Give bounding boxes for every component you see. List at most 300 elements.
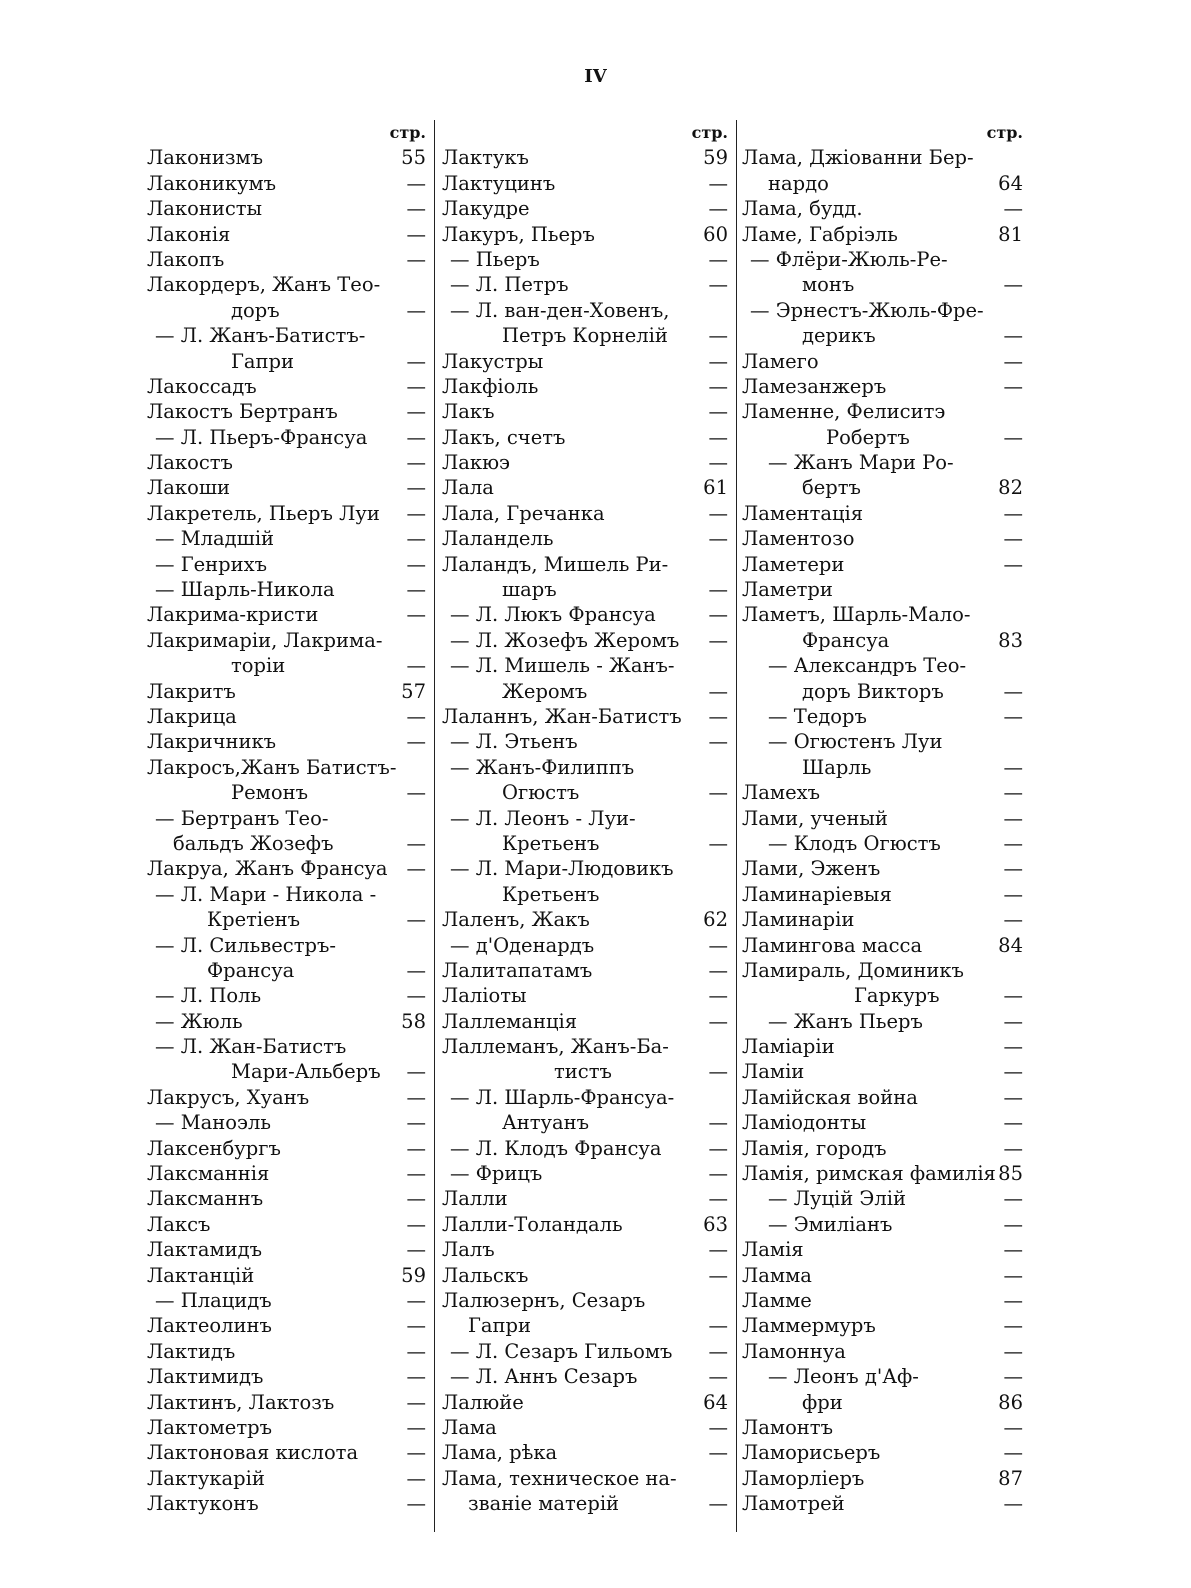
entry-page: — (406, 298, 426, 322)
index-entry (442, 577, 730, 602)
index-entry (742, 933, 1025, 958)
index-entry (442, 475, 730, 500)
entry-page: — (708, 171, 728, 195)
entry-title: — Пьеръ (450, 247, 540, 271)
index-entry (742, 755, 1025, 780)
index-entry (742, 349, 1025, 374)
entry-title: — Бертранъ Тео- (155, 806, 329, 830)
index-entry (442, 196, 730, 221)
index-entry (742, 1161, 1025, 1186)
entry-page: — (406, 654, 426, 678)
index-entry (442, 1186, 730, 1211)
index-entry (147, 425, 428, 450)
entry-page: — (406, 1288, 426, 1312)
index-entry (742, 247, 1025, 272)
index-entry (442, 1059, 730, 1084)
entry-title: Лаконія (147, 222, 231, 246)
entry-title: — Эмиліанъ (768, 1212, 893, 1236)
entry-title: Гапри (468, 1314, 532, 1338)
entry-page: — (406, 400, 426, 424)
entry-title: Лактометръ (147, 1415, 272, 1439)
index-entry (147, 1034, 428, 1059)
entry-title: — Л. Сильвестръ- (155, 933, 336, 957)
entry-title: званіе матерій (468, 1492, 620, 1516)
entry-page: — (708, 1060, 728, 1084)
entry-title: — Генрихъ (155, 552, 268, 576)
entry-title: Лами, ученый (742, 806, 888, 830)
index-entry (147, 653, 428, 678)
entry-page: — (708, 730, 728, 754)
entry-page: — (1003, 273, 1023, 297)
entry-title: доръ Викторъ (802, 679, 944, 703)
page-column-label: стр. (691, 123, 728, 142)
entry-title: нардо (768, 171, 829, 195)
entry-page: — (406, 1085, 426, 1109)
entry-title: Мари-Альберъ (231, 1060, 381, 1084)
index-entry (147, 1237, 428, 1262)
index-entry (742, 222, 1025, 247)
entry-title: Ламіи (742, 1060, 805, 1084)
entry-title: — Александръ Тео- (768, 654, 967, 678)
entry-page: — (708, 1187, 728, 1211)
entry-title: — Тедоръ (768, 704, 867, 728)
index-entry (442, 1440, 730, 1465)
entry-title: Ламехъ (742, 781, 821, 805)
entry-title: — Л. Жан-Батистъ (155, 1035, 347, 1059)
index-entry (442, 1466, 730, 1491)
entry-title: Лакустры (442, 349, 544, 373)
index-entry (442, 1415, 730, 1440)
index-entry (147, 475, 428, 500)
page-column-label: стр. (389, 123, 426, 142)
index-entry (442, 602, 730, 627)
entry-title: фри (802, 1390, 843, 1414)
index-entry (147, 450, 428, 475)
index-entry (147, 1212, 428, 1237)
entry-page: 87 (998, 1466, 1023, 1490)
entry-page: — (406, 501, 426, 525)
entry-title: Лаксъ (147, 1212, 211, 1236)
index-entry (442, 1491, 730, 1516)
entry-page: — (708, 578, 728, 602)
index-entry (147, 679, 428, 704)
entry-page: — (1003, 1136, 1023, 1160)
entry-title: — Луцій Элій (768, 1187, 906, 1211)
entry-title: — Л. Люкъ Франсуа (450, 603, 656, 627)
entry-title: — Огюстенъ Луи (768, 730, 943, 754)
entry-page: — (1003, 857, 1023, 881)
entry-title: Ламоннуа (742, 1339, 846, 1363)
entry-title: Ламіодонты (742, 1111, 867, 1135)
entry-page: — (708, 628, 728, 652)
entry-page: — (406, 578, 426, 602)
index-entry (742, 780, 1025, 805)
entry-page: — (708, 1415, 728, 1439)
entry-page: — (406, 1492, 426, 1516)
index-entry (742, 729, 1025, 754)
entry-title: Ламинаріи (742, 908, 855, 932)
entry-title: Лакрусъ, Хуанъ (147, 1085, 310, 1109)
entry-title: Лактинъ, Лактозъ (147, 1390, 335, 1414)
index-entry (147, 958, 428, 983)
entry-title: Лама, будд. (742, 197, 863, 221)
index-entry (742, 1440, 1025, 1465)
index-entry (742, 171, 1025, 196)
entry-title: Ламорисьеръ (742, 1441, 881, 1465)
index-entry (742, 1491, 1025, 1516)
index-entry (442, 1339, 730, 1364)
index-entry (147, 1440, 428, 1465)
entry-page: — (406, 730, 426, 754)
entry-title: Лала, Гречанка (442, 501, 605, 525)
entry-title: Лакудре (442, 197, 530, 221)
entry-page: — (1003, 1415, 1023, 1439)
index-entry (742, 1263, 1025, 1288)
column-divider (736, 120, 737, 1532)
index-entry (442, 374, 730, 399)
entry-page: 83 (998, 628, 1023, 652)
index-entry (147, 222, 428, 247)
index-entry (742, 602, 1025, 627)
entry-title: — Шарль-Никола (155, 578, 335, 602)
index-entry (147, 196, 428, 221)
entry-title: — Л. Сезаръ Гильомъ (450, 1339, 673, 1363)
entry-title: Лакритъ (147, 679, 236, 703)
entry-title: — Л. Мишель - Жанъ- (450, 654, 675, 678)
entry-page: — (406, 451, 426, 475)
entry-title: Лаксманнъ (147, 1187, 264, 1211)
entry-page: — (708, 1314, 728, 1338)
entry-title: Лактидъ (147, 1339, 236, 1363)
entry-page: — (1003, 1187, 1023, 1211)
entry-title: Лалли-Толандаль (442, 1212, 623, 1236)
index-entry (442, 1009, 730, 1034)
index-entry (442, 349, 730, 374)
entry-title: Кретіенъ (207, 908, 301, 932)
entry-page: — (1003, 679, 1023, 703)
entry-title: Лакуръ, Пьеръ (442, 222, 595, 246)
entry-page: — (708, 1136, 728, 1160)
entry-page: — (1003, 781, 1023, 805)
entry-title: — Л. Пьеръ-Франсуа (155, 425, 368, 449)
entry-title: Ламонтъ (742, 1415, 833, 1439)
index-entry (442, 856, 730, 881)
index-entry (147, 1466, 428, 1491)
index-entry (442, 1364, 730, 1389)
index-entry (742, 399, 1025, 424)
entry-title: — Л. Петръ (450, 273, 569, 297)
entry-page: — (406, 247, 426, 271)
entry-page: 81 (998, 222, 1023, 246)
entry-title: Лакоссадъ (147, 374, 257, 398)
entry-title: — Леонъ д'Аф- (768, 1365, 919, 1389)
entry-page: — (708, 958, 728, 982)
index-entry (742, 806, 1025, 831)
entry-page: 64 (703, 1390, 728, 1414)
entry-page: — (406, 781, 426, 805)
index-entry (742, 425, 1025, 450)
index-entry (442, 1136, 730, 1161)
entry-page: — (1003, 1212, 1023, 1236)
entry-title: Лакретель, Пьеръ Луи (147, 501, 380, 525)
index-entry (147, 577, 428, 602)
index-entry (147, 1390, 428, 1415)
index-entry (442, 1085, 730, 1110)
index-entry (147, 171, 428, 196)
entry-page: — (406, 1136, 426, 1160)
index-entry (147, 1263, 428, 1288)
entry-title: Лактеолинъ (147, 1314, 272, 1338)
entry-page: — (1003, 908, 1023, 932)
entry-page: — (406, 958, 426, 982)
entry-page: — (406, 1314, 426, 1338)
entry-page: 59 (401, 1263, 426, 1287)
index-entry (742, 475, 1025, 500)
entry-page: — (1003, 882, 1023, 906)
index-entry (742, 1009, 1025, 1034)
index-entry (742, 145, 1025, 170)
entry-title: Ламме (742, 1288, 812, 1312)
entry-title: — Фрицъ (450, 1162, 543, 1186)
index-entry (742, 1186, 1025, 1211)
index-entry (147, 602, 428, 627)
entry-page: — (406, 527, 426, 551)
entry-title: Ламингова масса (742, 933, 923, 957)
index-entry (742, 552, 1025, 577)
entry-page: — (1003, 552, 1023, 576)
entry-title: Лактукъ (442, 146, 529, 170)
entry-page: — (1003, 1314, 1023, 1338)
entry-title: Лакостъ Бертранъ (147, 400, 338, 424)
entry-page: — (406, 222, 426, 246)
entry-page: — (708, 197, 728, 221)
index-entry (147, 1313, 428, 1338)
column-header (742, 120, 1025, 145)
index-entry (442, 882, 730, 907)
entry-title: Ламезанжеръ (742, 374, 887, 398)
index-entry (442, 247, 730, 272)
entry-title: Ламенне, Фелиситэ (742, 400, 946, 424)
index-entry (442, 298, 730, 323)
entry-page: — (708, 984, 728, 1008)
index-entry (147, 831, 428, 856)
entry-title: — Л. Жозефъ Жеромъ (450, 628, 680, 652)
index-entry (147, 933, 428, 958)
entry-page: — (406, 1441, 426, 1465)
entry-title: Лактанцій (147, 1263, 255, 1287)
entry-title: Кретьенъ (502, 882, 600, 906)
index-entry (442, 171, 730, 196)
entry-title: — Жанъ Мари Ро- (768, 451, 954, 475)
entry-title: — Жанъ-Филиппъ (450, 755, 635, 779)
entry-title: Лама (442, 1415, 497, 1439)
entry-page: 86 (998, 1390, 1023, 1414)
entry-page: — (406, 1162, 426, 1186)
entry-title: — Маноэль (155, 1111, 271, 1135)
index-entry (147, 501, 428, 526)
entry-title: Лама, техническое на- (442, 1466, 677, 1490)
entry-title: Ламмермуръ (742, 1314, 876, 1338)
index-entry (442, 1110, 730, 1135)
entry-title: Лактоновая кислота (147, 1441, 359, 1465)
entry-title: — Л. Мари - Никола - (155, 882, 377, 906)
entry-page: — (406, 1339, 426, 1363)
index-entry (742, 958, 1025, 983)
index-entry (442, 323, 730, 348)
index-entry (442, 145, 730, 170)
index-entry (147, 628, 428, 653)
entry-page: — (708, 1162, 728, 1186)
entry-title: Лаллеманція (442, 1009, 578, 1033)
index-entry (147, 1110, 428, 1135)
entry-page: — (708, 1263, 728, 1287)
index-entry (147, 399, 428, 424)
entry-title: Лама, рѣка (442, 1441, 558, 1465)
index-entry (742, 450, 1025, 475)
index-entry (442, 1034, 730, 1059)
entry-title: Франсуа (207, 958, 295, 982)
entry-page: — (708, 831, 728, 855)
entry-page: — (1003, 831, 1023, 855)
index-entry (742, 628, 1025, 653)
entry-page: — (708, 400, 728, 424)
index-entry (442, 1288, 730, 1313)
index-entry (442, 552, 730, 577)
index-entry (147, 1415, 428, 1440)
index-entry (442, 729, 730, 754)
entry-title: — д'Оденардъ (450, 933, 595, 957)
column-header (442, 120, 730, 145)
index-entry (147, 882, 428, 907)
entry-page: — (1003, 755, 1023, 779)
index-entry (442, 780, 730, 805)
entry-page: 57 (401, 679, 426, 703)
entry-title: доръ (231, 298, 280, 322)
index-entry (147, 272, 428, 297)
entry-title: Лалли (442, 1187, 508, 1211)
column-divider (434, 120, 435, 1532)
index-entry (742, 1313, 1025, 1338)
entry-title: Лаконисты (147, 197, 263, 221)
index-entry (442, 755, 730, 780)
entry-page: — (1003, 1492, 1023, 1516)
index-entry (442, 806, 730, 831)
entry-title: Лакостъ (147, 451, 233, 475)
entry-title: Лаллеманъ, Жанъ-Ба- (442, 1035, 669, 1059)
index-entry (442, 907, 730, 932)
index-entry (742, 882, 1025, 907)
entry-title: Лакричникъ (147, 730, 277, 754)
entry-title: Гапри (231, 349, 295, 373)
index-entry (147, 298, 428, 323)
entry-page: — (406, 831, 426, 855)
entry-title: Лакросъ,Жанъ Батистъ- (147, 755, 397, 779)
entry-title: Петръ Корнелій (502, 324, 668, 348)
index-entry (742, 1085, 1025, 1110)
index-entry (147, 1059, 428, 1084)
index-entry (442, 704, 730, 729)
entry-title: Лаконикумъ (147, 171, 277, 195)
entry-title: — Плацидъ (155, 1288, 272, 1312)
entry-title: — Л. Этьенъ (450, 730, 578, 754)
entry-page: — (406, 1365, 426, 1389)
entry-page: — (1003, 527, 1023, 551)
index-entry (742, 1466, 1025, 1491)
entry-title: дерикъ (802, 324, 876, 348)
entry-page: — (406, 425, 426, 449)
entry-page: — (1003, 197, 1023, 221)
entry-page: — (406, 552, 426, 576)
index-entry (147, 755, 428, 780)
entry-title: Лакюэ (442, 451, 510, 475)
index-entry (147, 145, 428, 170)
entry-title: Ламотрей (742, 1492, 845, 1516)
entry-page: — (406, 1060, 426, 1084)
page-number: IV (584, 66, 607, 87)
index-entry (442, 933, 730, 958)
entry-title: Ламентозо (742, 527, 855, 551)
index-entry (442, 958, 730, 983)
entry-page: 58 (401, 1009, 426, 1033)
index-entry (147, 704, 428, 729)
entry-page: — (708, 1441, 728, 1465)
entry-title: Лакримаріи, Лакрима- (147, 628, 383, 652)
entry-title: Лакрица (147, 704, 237, 728)
entry-page: — (1003, 1238, 1023, 1262)
entry-title: Ламетъ, Шарль-Мало- (742, 603, 971, 627)
entry-page: — (406, 603, 426, 627)
index-entry (742, 1136, 1025, 1161)
entry-page: — (1003, 425, 1023, 449)
index-entry (147, 1009, 428, 1034)
entry-title: Лактимидъ (147, 1365, 264, 1389)
entry-title: Ламіаріи (742, 1035, 835, 1059)
index-entry (442, 272, 730, 297)
entry-title: Лальскъ (442, 1263, 529, 1287)
entry-title: Ламма (742, 1263, 812, 1287)
index-entry (147, 729, 428, 754)
index-entry (742, 653, 1025, 678)
entry-page: — (1003, 704, 1023, 728)
index-entry (147, 349, 428, 374)
index-entry (742, 1390, 1025, 1415)
entry-title: Лалъ (442, 1238, 495, 1262)
entry-title: Лаленъ, Жакъ (442, 908, 590, 932)
entry-title: бальдъ Жозефъ (173, 831, 334, 855)
index-entry (442, 1390, 730, 1415)
index-entry (442, 679, 730, 704)
entry-page: — (708, 1111, 728, 1135)
column-header (147, 120, 428, 145)
entry-page: — (406, 349, 426, 373)
index-entry (442, 222, 730, 247)
entry-page: — (1003, 1111, 1023, 1135)
entry-title: Лактамидъ (147, 1238, 263, 1262)
entry-page: 62 (703, 908, 728, 932)
entry-page: — (406, 984, 426, 1008)
index-entry (147, 247, 428, 272)
entry-page: 85 (998, 1162, 1023, 1186)
entry-title: Ламе, Габріэль (742, 222, 898, 246)
entry-page: 61 (703, 476, 728, 500)
index-entry (442, 1161, 730, 1186)
entry-title: Лала (442, 476, 494, 500)
entry-title: — Л. ван-ден-Ховенъ, (450, 298, 670, 322)
entry-page: — (708, 349, 728, 373)
entry-title: Лалюзернъ, Сезаръ (442, 1288, 646, 1312)
entry-page: — (708, 374, 728, 398)
index-entry (147, 1161, 428, 1186)
